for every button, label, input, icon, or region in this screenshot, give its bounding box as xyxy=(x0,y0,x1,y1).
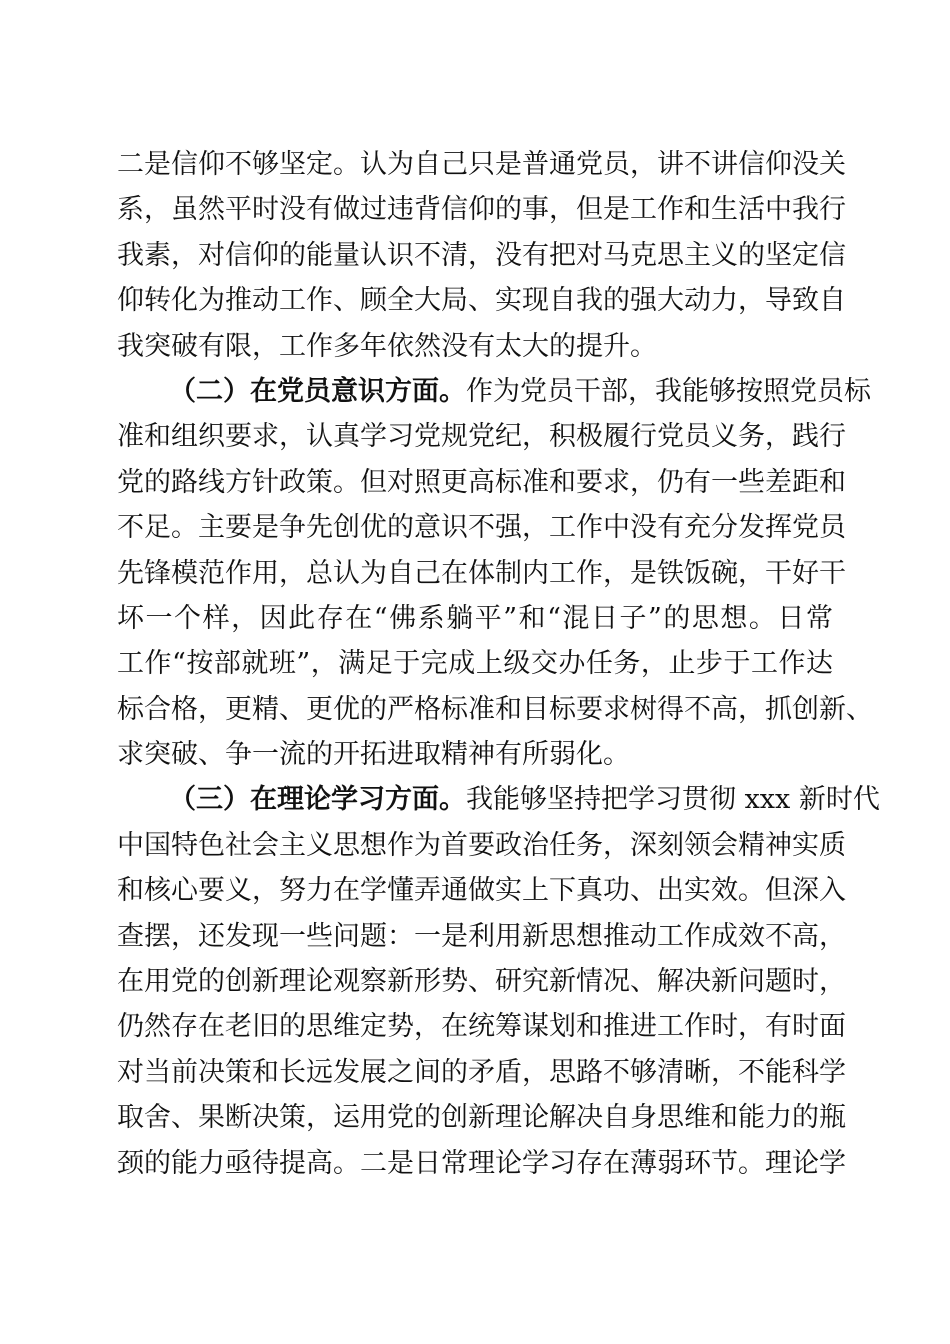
text-line: 中国特色社会主义思想作为首要政治任务，深刻领会精神实质 xyxy=(117,829,846,861)
text-line: 求突破、争一流的开拓进取精神有所弱化。 xyxy=(117,739,630,771)
text-run: 作为党员干部，我能够按照党员标 xyxy=(466,375,871,407)
text-line: 先锋模范作用，总认为自己在体制内工作，是铁饭碗，干好干 xyxy=(117,557,846,589)
text-line: 坏一个样，因此存在“佛系躺平”和“混日子”的思想。日常 xyxy=(117,602,833,634)
text-line: 仍然存在老旧的思维定势，在统筹谋划和推进工作时，有时面 xyxy=(117,1011,846,1043)
text-line: 仰转化为推动工作、顾全大局、实现自我的强大动力，导致自 xyxy=(117,285,846,317)
text-line: 我素，对信仰的能量认识不清，没有把对马克思主义的坚定信 xyxy=(117,239,846,271)
text-run: 我能够坚持把学习贯彻 xxx 新时代 xyxy=(466,784,880,816)
text-line: 查摆，还发现一些问题：一是利用新思想推动工作成效不高， xyxy=(117,920,846,952)
paragraph-belief xyxy=(117,142,846,369)
text-line: 和核心要义，努力在学懂弄通做实上下真功、出实效。但深入 xyxy=(117,875,846,907)
section-heading: （三）在理论学习方面。 xyxy=(169,784,466,816)
paragraph-theory-study xyxy=(117,777,880,1186)
text-line: 工作“按部就班”，满足于完成上级交办任务，止步于工作达 xyxy=(117,648,833,680)
section-heading: （二）在党员意识方面。 xyxy=(169,375,466,407)
paragraph-first-line xyxy=(117,369,871,414)
paragraph-first-line xyxy=(117,777,880,822)
text-line: 对当前决策和长远发展之间的矛盾，思路不够清晰，不能科学 xyxy=(117,1056,846,1088)
text-line: 颈的能力亟待提高。二是日常理论学习存在薄弱环节。理论学 xyxy=(117,1147,846,1179)
paragraph-party-awareness xyxy=(117,369,873,778)
text-line: 不足。主要是争先创优的意识不强，工作中没有充分发挥党员 xyxy=(117,512,846,544)
text-line: 在用党的创新理论观察新形势、研究新情况、解决新问题时， xyxy=(117,966,846,998)
text-line: 标合格，更精、更优的严格标准和目标要求树得不高，抓创新、 xyxy=(117,693,873,725)
text-line: 二是信仰不够坚定。认为自己只是普通党员，讲不讲信仰没关 xyxy=(117,149,846,180)
text-line: 准和组织要求，认真学习党规党纪，积极履行党员义务，践行 xyxy=(117,421,846,453)
document-body xyxy=(117,142,880,1186)
text-line: 党的路线方针政策。但对照更高标准和要求，仍有一些差距和 xyxy=(117,466,846,498)
text-line: 系，虽然平时没有做过违背信仰的事，但是工作和生活中我行 xyxy=(117,194,846,226)
text-line: 取舍、果断决策，运用党的创新理论解决自身思维和能力的瓶 xyxy=(117,1102,846,1134)
text-line: 我突破有限，工作多年依然没有太大的提升。 xyxy=(117,330,657,362)
